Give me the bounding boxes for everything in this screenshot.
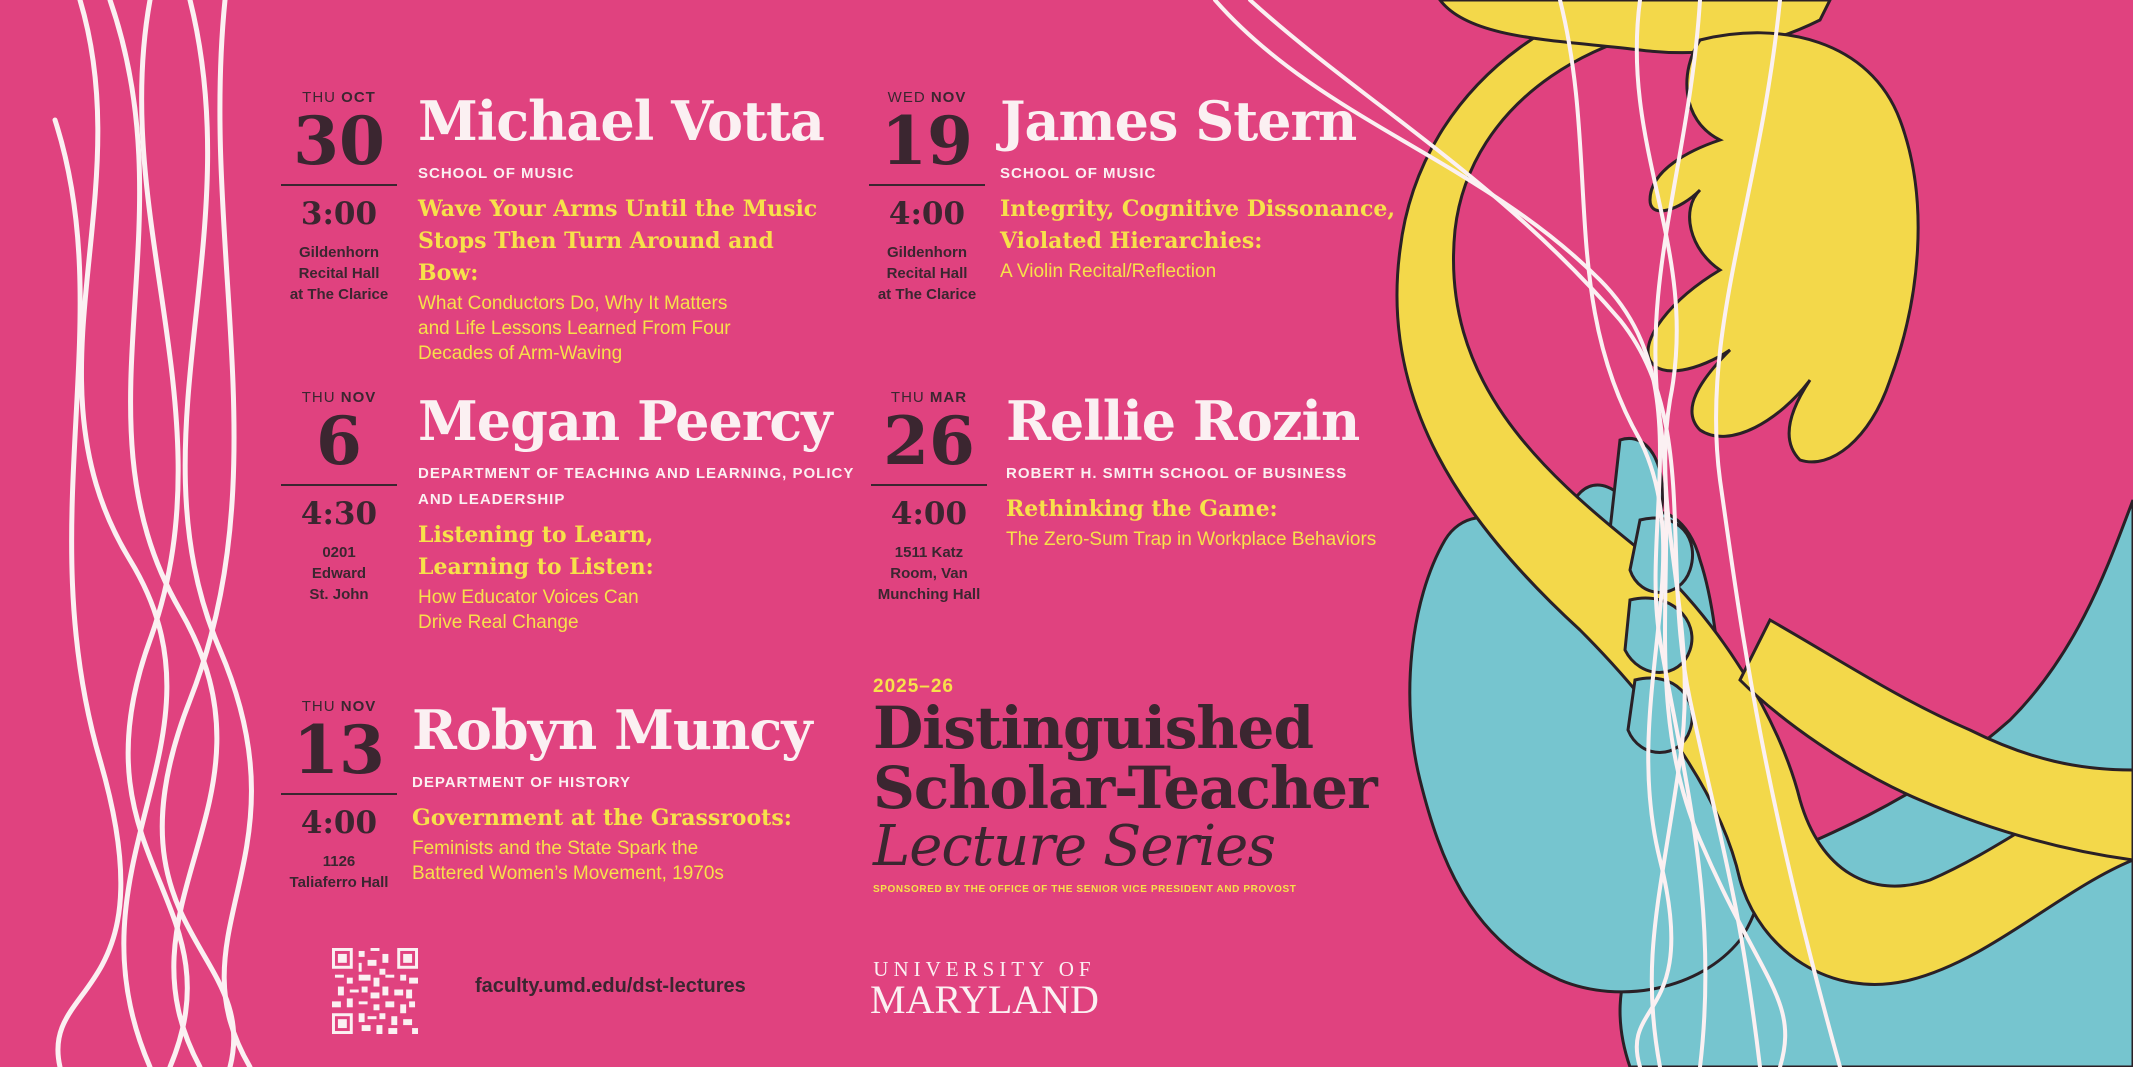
speaker-department: ROBERT H. SMITH SCHOOL OF BUSINESS	[1006, 465, 1348, 482]
series-title-line-1: Distinguished	[873, 694, 1314, 762]
lecture-subtitle: What Conductors Do, Why It Matters and Life Lessons Learned From Four Decades of Arm-Waving	[418, 293, 731, 364]
speaker-name: James Stern	[1000, 89, 1357, 153]
series-title-line-2: Scholar-Teacher	[873, 754, 1377, 822]
qr-code[interactable]	[332, 948, 418, 1034]
series-title-block	[873, 676, 1433, 895]
speaker-name: Rellie Rozin	[1006, 389, 1360, 453]
speaker-department: SCHOOL OF MUSIC	[418, 165, 575, 182]
event-month: MAR	[929, 389, 968, 406]
event-datebox	[869, 89, 985, 305]
event-time: 3:00	[300, 196, 378, 232]
event-info	[1000, 91, 1420, 284]
lecture-subtitle: A Violin Recital/Reflection	[1000, 261, 1217, 282]
event-day: 19	[881, 102, 973, 180]
logo-university-of: UNIVERSITY OF	[873, 957, 1096, 981]
event-venue: Gildenhorn Recital Hall at The Clarice	[877, 244, 977, 303]
event-info	[412, 700, 842, 886]
event-month: NOV	[340, 698, 377, 715]
lecture-title: Government at the Grassroots:	[412, 805, 792, 831]
event-weekday: WED	[887, 89, 926, 106]
lecture-title: Listening to Learn, Learning to Listen:	[418, 522, 654, 580]
event-venue: 1126 Taliaferro Hall	[289, 853, 389, 891]
event-day: 6	[316, 402, 362, 480]
event-month: NOV	[930, 89, 967, 106]
website-link[interactable]: faculty.umd.edu/dst-lectures	[475, 975, 746, 997]
lecture-title: Wave Your Arms Until the Music Stops Then Turn Around and Bow:	[418, 196, 818, 286]
event-time: 4:30	[300, 496, 378, 532]
event-month: NOV	[340, 389, 377, 406]
event-weekday: THU	[301, 389, 336, 406]
event-datebox	[281, 389, 397, 605]
date-divider	[871, 484, 987, 486]
event-day: 13	[293, 711, 385, 789]
university-logo	[870, 958, 1099, 1020]
date-divider	[281, 184, 397, 186]
lecture-subtitle: Feminists and the State Spark the Battered Women’s Movement, 1970s	[412, 838, 724, 884]
event-weekday: THU	[890, 389, 925, 406]
event-time: 4:00	[300, 805, 378, 841]
lecture-title: Rethinking the Game:	[1006, 496, 1278, 522]
speaker-department: DEPARTMENT OF TEACHING AND LEARNING, POLICY AND LEADERSHIP	[418, 465, 855, 508]
event-time: 4:00	[888, 196, 966, 232]
date-divider	[281, 484, 397, 486]
event-time: 4:00	[890, 496, 968, 532]
event-datebox	[281, 698, 397, 893]
event-weekday: THU	[302, 89, 336, 106]
lecture-title: Integrity, Cognitive Dissonance, Violated Hierarchies:	[1000, 196, 1395, 254]
event-weekday: THU	[301, 698, 336, 715]
speaker-name: Robyn Muncy	[412, 698, 812, 762]
speaker-department: DEPARTMENT OF HISTORY	[412, 774, 632, 791]
event-venue: 1511 Katz Room, Van Munching Hall	[877, 544, 981, 603]
logo-maryland: MARYLAND	[870, 977, 1099, 1022]
speaker-department: SCHOOL OF MUSIC	[1000, 165, 1157, 182]
lecture-subtitle: The Zero-Sum Trap in Workplace Behaviors	[1006, 529, 1377, 550]
series-years: 2025–26	[873, 676, 954, 697]
event-venue: 0201 Edward St. John	[309, 544, 369, 603]
event-month: OCT	[341, 89, 376, 106]
lecture-subtitle: How Educator Voices Can Drive Real Change	[418, 587, 639, 633]
event-day: 30	[293, 102, 385, 180]
event-info	[418, 391, 858, 635]
sponsor-line: SPONSORED BY THE OFFICE OF THE SENIOR VICE PRESIDENT AND PROVOST	[873, 884, 1297, 895]
event-day: 26	[883, 402, 975, 480]
event-datebox	[281, 89, 397, 305]
date-divider	[869, 184, 985, 186]
series-title-line-3: Lecture Series	[873, 814, 1276, 879]
date-divider	[281, 793, 397, 795]
event-info	[1006, 391, 1436, 552]
speaker-name: Michael Votta	[418, 89, 824, 153]
event-datebox	[871, 389, 987, 605]
event-venue: Gildenhorn Recital Hall at The Clarice	[289, 244, 389, 303]
event-info	[418, 91, 848, 366]
speaker-name: Megan Peercy	[418, 389, 832, 453]
